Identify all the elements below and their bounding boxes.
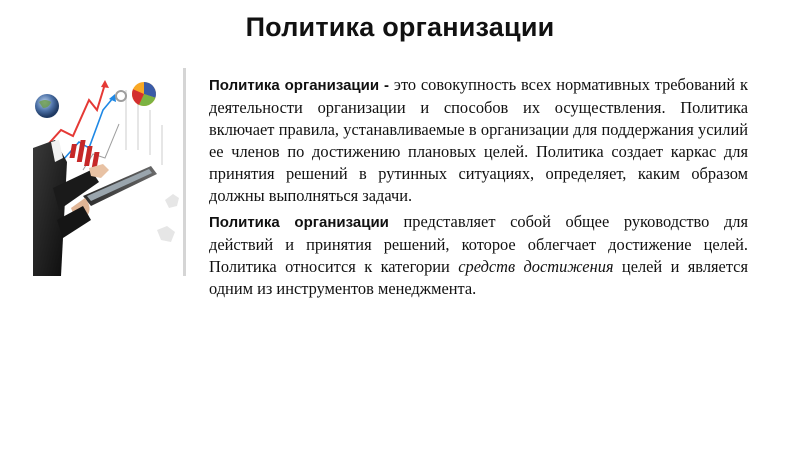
definition-text: это совокупность всех нормативных требований к деятельности организации и способов их осуществления. Политика включает правила, устанавливаемые в организации для поддержания усилий ее членов по достижению плановых целей. Политика создает каркас для принятия решений в рутинных ситуациях, определяет, каким образом должны выполняться задачи. xyxy=(209,75,748,205)
slide-title: Политика организации xyxy=(245,12,555,42)
term-connector: - xyxy=(379,77,394,94)
term-label: Политика организации xyxy=(209,214,389,231)
business-tablet-illustration xyxy=(33,70,185,276)
business-chart-picture xyxy=(33,70,185,276)
description-text-start: представляет собой общее руководство для действий и принятия решений, которое облегчает достижение целей. Политика относится к категории xyxy=(209,212,748,276)
definition-paragraph xyxy=(209,74,748,207)
body-text xyxy=(209,74,748,304)
term-label: Политика организации xyxy=(209,77,380,94)
description-paragraph xyxy=(209,211,748,300)
divider-line xyxy=(183,68,186,276)
description-text-end: целей и является одним из инструментов менеджмента. xyxy=(209,257,748,298)
italic-phrase: средств достижения xyxy=(458,257,614,276)
